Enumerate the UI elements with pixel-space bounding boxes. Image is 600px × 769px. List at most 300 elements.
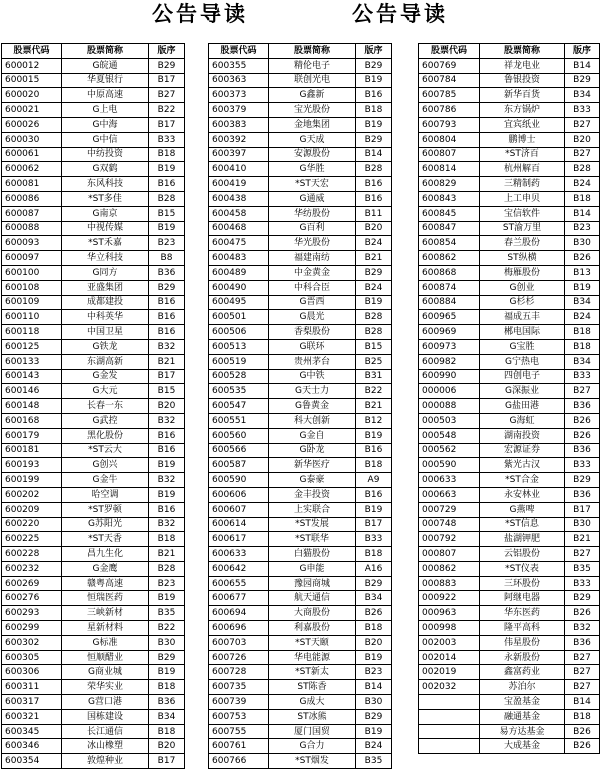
table-row	[419, 517, 600, 532]
stock-name-cell: 华电能源	[269, 650, 356, 665]
stock-code-cell: 600306	[2, 665, 62, 680]
stock-name-cell: G中铁	[269, 369, 356, 384]
stock-name-cell: 三环股份	[480, 576, 565, 591]
table-row	[2, 458, 185, 473]
table-row	[2, 473, 185, 488]
table-row	[209, 724, 392, 739]
stock-name-cell: *ST天香	[62, 532, 149, 547]
stock-name-cell: 宝光股份	[269, 103, 356, 118]
stock-name-cell: G创兴	[62, 458, 149, 473]
page-cell: B22	[356, 384, 392, 399]
stock-code-cell: 600110	[2, 310, 62, 325]
stock-name-cell: 四创电子	[480, 369, 565, 384]
table-row	[2, 162, 185, 177]
stock-name-cell: *ST合金	[480, 473, 565, 488]
page-cell: B30	[565, 236, 600, 251]
stock-name-cell: G皖通	[62, 58, 149, 73]
page-cell: B29	[356, 132, 392, 147]
stock-code-cell: 600438	[209, 191, 269, 206]
stock-name-cell: 中纺投资	[62, 147, 149, 162]
table-row	[419, 384, 600, 399]
page-cell: B28	[356, 325, 392, 340]
stock-name-cell: 荣华实业	[62, 680, 149, 695]
header-page: 版序	[565, 44, 600, 59]
page-cell: B18	[149, 724, 185, 739]
stock-code-cell: 600726	[209, 650, 269, 665]
table-row	[419, 103, 600, 118]
stock-name-cell: G同方	[62, 265, 149, 280]
page-cell: B18	[149, 147, 185, 162]
page-cell: B22	[149, 103, 185, 118]
stock-code-cell: 600607	[209, 502, 269, 517]
stock-name-cell: 湖南投资	[480, 428, 565, 443]
stock-name-cell: G武控	[62, 413, 149, 428]
stock-name-cell: 易方达基金	[480, 724, 565, 739]
table-row	[2, 739, 185, 754]
stock-code-cell: 600535	[209, 384, 269, 399]
stock-name-cell: 梅雁股份	[480, 265, 565, 280]
table-row	[209, 695, 392, 710]
table-row	[209, 709, 392, 724]
stock-code-cell: 600305	[2, 650, 62, 665]
table-row	[209, 384, 392, 399]
table-row	[209, 280, 392, 295]
stock-name-cell: 安源股份	[269, 147, 356, 162]
stock-code-cell: 600489	[209, 265, 269, 280]
stock-code-cell: 600088	[2, 221, 62, 236]
table-row	[2, 399, 185, 414]
table-row	[209, 680, 392, 695]
page-cell: B17	[149, 754, 185, 769]
stock-code-cell: 600506	[209, 325, 269, 340]
table-header-row	[209, 44, 392, 59]
table-row	[419, 339, 600, 354]
table-row	[209, 458, 392, 473]
page-cell: B17	[565, 502, 600, 517]
page-cell: B21	[149, 547, 185, 562]
stock-name-cell: 白猫股份	[269, 547, 356, 562]
table-row	[209, 473, 392, 488]
page-cell: B19	[149, 487, 185, 502]
stock-name-cell: G上电	[62, 103, 149, 118]
stock-name-cell: G商业城	[62, 665, 149, 680]
stock-code-cell: 600012	[2, 58, 62, 73]
table-row	[419, 295, 600, 310]
stock-code-cell: 600854	[419, 236, 480, 251]
page-cell: B29	[149, 280, 185, 295]
stock-name-cell: 冰山橡塑	[62, 739, 149, 754]
table-row	[2, 413, 185, 428]
table-row	[209, 413, 392, 428]
table-row	[419, 709, 600, 724]
table-row	[2, 221, 185, 236]
stock-table-2	[208, 43, 392, 769]
stock-code-cell: 000922	[419, 591, 480, 606]
page-cell: B19	[149, 221, 185, 236]
page-cell: B18	[356, 103, 392, 118]
page-cell: B18	[565, 709, 600, 724]
stock-code-cell: 600026	[2, 117, 62, 132]
stock-code-cell: 600061	[2, 147, 62, 162]
page-cell: A16	[356, 561, 392, 576]
stock-name-cell: G成大	[269, 695, 356, 710]
stock-name-cell: G申能	[269, 561, 356, 576]
stock-code-cell	[419, 724, 480, 739]
stock-code-cell: 600642	[209, 561, 269, 576]
page-cell: B19	[149, 591, 185, 606]
page-cell: B29	[149, 650, 185, 665]
stock-code-cell: 600614	[209, 517, 269, 532]
stock-code-cell: 600728	[209, 665, 269, 680]
stock-code-cell: 600973	[419, 339, 480, 354]
table-row	[209, 502, 392, 517]
stock-name-cell: 华光股份	[269, 236, 356, 251]
page-cell: B19	[356, 73, 392, 88]
table-row	[419, 236, 600, 251]
page-cell: B26	[565, 724, 600, 739]
table-row	[419, 162, 600, 177]
stock-code-cell: 600143	[2, 369, 62, 384]
stock-name-cell: 新华百货	[480, 88, 565, 103]
table-row	[2, 58, 185, 73]
stock-code-cell: 600793	[419, 117, 480, 132]
stock-name-cell: G金发	[62, 369, 149, 384]
stock-code-cell: 600696	[209, 621, 269, 636]
stock-name-cell: 鑫富药业	[480, 665, 565, 680]
page-cell: B28	[149, 561, 185, 576]
stock-code-cell: 600179	[2, 428, 62, 443]
table-row	[2, 339, 185, 354]
page-cell: B33	[356, 532, 392, 547]
page-cell: B18	[565, 325, 600, 340]
page-cell: B29	[356, 58, 392, 73]
table-row	[2, 265, 185, 280]
stock-code-cell: 600293	[2, 606, 62, 621]
stock-name-cell: 华纺股份	[269, 206, 356, 221]
page-cell: B17	[149, 73, 185, 88]
table-row	[2, 621, 185, 636]
stock-code-cell: 600276	[2, 591, 62, 606]
stock-code-cell: 600490	[209, 280, 269, 295]
stock-code-cell: 000663	[419, 487, 480, 502]
stock-code-cell: 600566	[209, 443, 269, 458]
table-row	[419, 739, 600, 754]
page-cell: B26	[356, 606, 392, 621]
stock-name-cell: 大商股份	[269, 606, 356, 621]
table-row	[209, 754, 392, 769]
table-row	[209, 177, 392, 192]
page-cell: B16	[356, 191, 392, 206]
stock-name-cell: 华夏银行	[62, 73, 149, 88]
page-cell: B26	[565, 739, 600, 754]
page-cell: B30	[149, 635, 185, 650]
stock-name-cell: 中金黄金	[269, 265, 356, 280]
stock-code-cell: 600100	[2, 265, 62, 280]
stock-code-cell: 600587	[209, 458, 269, 473]
table-row	[209, 117, 392, 132]
stock-code-cell: 600355	[209, 58, 269, 73]
stock-code-cell: 600814	[419, 162, 480, 177]
page-cell: B26	[565, 413, 600, 428]
table-row	[209, 354, 392, 369]
page-cell: B34	[356, 591, 392, 606]
stock-code-cell: 600483	[209, 251, 269, 266]
stock-code-cell: 600786	[419, 103, 480, 118]
table-row	[209, 147, 392, 162]
table-row	[2, 280, 185, 295]
table-row	[2, 325, 185, 340]
table-row	[209, 325, 392, 340]
page-cell: B16	[149, 177, 185, 192]
stock-code-cell: 600874	[419, 280, 480, 295]
stock-code-cell: 002003	[419, 635, 480, 650]
table-row	[209, 236, 392, 251]
stock-name-cell: 三精制药	[480, 177, 565, 192]
stock-code-cell: 000792	[419, 532, 480, 547]
stock-code-cell: 600694	[209, 606, 269, 621]
stock-code-cell: 600606	[209, 487, 269, 502]
page-cell: B14	[565, 58, 600, 73]
stock-code-cell: 600468	[209, 221, 269, 236]
table-row	[419, 117, 600, 132]
stock-name-cell: 豫园商城	[269, 576, 356, 591]
table-row	[419, 532, 600, 547]
stock-code-cell	[419, 695, 480, 710]
stock-code-cell: 000748	[419, 517, 480, 532]
stock-code-cell: 600677	[209, 591, 269, 606]
table-row	[209, 650, 392, 665]
stock-code-cell: 600590	[209, 473, 269, 488]
stock-name-cell: G铁龙	[62, 339, 149, 354]
stock-code-cell: 600062	[2, 162, 62, 177]
page-cell: B18	[149, 532, 185, 547]
stock-name-cell: 科大创新	[269, 413, 356, 428]
stock-code-cell: 600735	[209, 680, 269, 695]
table-row	[419, 177, 600, 192]
table-row	[2, 384, 185, 399]
stock-code-cell: 600015	[2, 73, 62, 88]
table-row	[2, 576, 185, 591]
table-row	[209, 399, 392, 414]
stock-code-cell: 000807	[419, 547, 480, 562]
stock-name-cell: 大成基金	[480, 739, 565, 754]
table-row	[2, 177, 185, 192]
stock-name-cell: G燕啤	[480, 502, 565, 517]
stock-name-cell: G华胜	[269, 162, 356, 177]
page-cell: B28	[149, 191, 185, 206]
table-row	[209, 487, 392, 502]
stock-code-cell: 002019	[419, 665, 480, 680]
page-cell: B29	[356, 576, 392, 591]
stock-name-cell: *ST信息	[480, 517, 565, 532]
table-row	[419, 413, 600, 428]
stock-code-cell	[419, 709, 480, 724]
table-row	[2, 561, 185, 576]
stock-name-cell: 金地集团	[269, 117, 356, 132]
page-cell: B16	[149, 325, 185, 340]
table-row	[419, 280, 600, 295]
stock-code-cell: 600109	[2, 295, 62, 310]
stock-code-cell: 600761	[209, 739, 269, 754]
stock-code-cell: 600551	[209, 413, 269, 428]
table-row	[209, 88, 392, 103]
page-cell: B34	[565, 88, 600, 103]
stock-code-cell: 600086	[2, 191, 62, 206]
page-cell: B30	[565, 517, 600, 532]
stock-name-cell: 上实联合	[269, 502, 356, 517]
table-row	[209, 576, 392, 591]
page-cell: B25	[356, 354, 392, 369]
page-cell: B19	[356, 428, 392, 443]
stock-code-cell: 000503	[419, 413, 480, 428]
table-row	[209, 103, 392, 118]
stock-code-cell: 000088	[419, 399, 480, 414]
table-row	[209, 191, 392, 206]
stock-code-cell: 600081	[2, 177, 62, 192]
table-row	[2, 310, 185, 325]
stock-code-cell: 600633	[209, 547, 269, 562]
stock-code-cell: 600990	[419, 369, 480, 384]
table-row	[209, 369, 392, 384]
stock-name-cell: G鲁黄金	[269, 399, 356, 414]
table-row	[209, 206, 392, 221]
stock-code-cell: 000963	[419, 606, 480, 621]
page-cell: B33	[565, 458, 600, 473]
page-cell: B27	[565, 650, 600, 665]
stock-name-cell: 恒顺醋业	[62, 650, 149, 665]
table-row	[2, 191, 185, 206]
table-row	[419, 399, 600, 414]
page-cell: B19	[565, 280, 600, 295]
stock-code-cell: 600843	[419, 191, 480, 206]
stock-code-cell: 600181	[2, 443, 62, 458]
stock-code-cell: 600148	[2, 399, 62, 414]
page-cell: B27	[565, 680, 600, 695]
page-cell: B17	[149, 117, 185, 132]
stock-code-cell: 600030	[2, 132, 62, 147]
stock-name-cell: 东方锅炉	[480, 103, 565, 118]
table-row	[419, 443, 600, 458]
stock-name-cell: 华东医药	[480, 606, 565, 621]
stock-code-cell: 600225	[2, 532, 62, 547]
page-cell: B19	[149, 162, 185, 177]
stock-code-cell: 600804	[419, 132, 480, 147]
stock-code-cell: 600146	[2, 384, 62, 399]
headline-right: 公告导读	[352, 2, 448, 26]
stock-code-cell: 600168	[2, 413, 62, 428]
table-row	[209, 517, 392, 532]
stock-code-cell: 600785	[419, 88, 480, 103]
stock-code-cell: 600346	[2, 739, 62, 754]
stock-code-cell: 000562	[419, 443, 480, 458]
page-cell: B19	[356, 724, 392, 739]
table-row	[209, 162, 392, 177]
table-row	[2, 724, 185, 739]
stock-code-cell: 600410	[209, 162, 269, 177]
page-cell: B14	[356, 680, 392, 695]
page-cell: B21	[149, 354, 185, 369]
page-cell: B34	[565, 354, 600, 369]
table-row	[209, 665, 392, 680]
stock-name-cell: G海虹	[480, 413, 565, 428]
page-cell: B29	[149, 58, 185, 73]
stock-name-cell: G营口港	[62, 695, 149, 710]
stock-code-cell: 600495	[209, 295, 269, 310]
table-row	[2, 665, 185, 680]
page-cell: B23	[149, 236, 185, 251]
stock-name-cell: 赣粤高速	[62, 576, 149, 591]
stock-name-cell: 伟星股份	[480, 635, 565, 650]
stock-name-cell: G天成	[269, 132, 356, 147]
stock-code-cell: 600317	[2, 695, 62, 710]
stock-name-cell: G通威	[269, 191, 356, 206]
table-row	[2, 517, 185, 532]
stock-code-cell: 600458	[209, 206, 269, 221]
table-row	[209, 73, 392, 88]
page-cell: B16	[356, 487, 392, 502]
stock-code-cell: 600363	[209, 73, 269, 88]
stock-code-cell: 000729	[419, 502, 480, 517]
stock-name-cell: G大元	[62, 384, 149, 399]
page-cell: B27	[565, 665, 600, 680]
stock-code-cell: 600133	[2, 354, 62, 369]
page-cell: B19	[149, 665, 185, 680]
table-row	[419, 680, 600, 695]
stock-name-cell: *ST烟发	[269, 754, 356, 769]
stock-name-cell: 宝盈基金	[480, 695, 565, 710]
stock-name-cell: 成都建投	[62, 295, 149, 310]
table-row	[419, 695, 600, 710]
stock-name-cell: 上工申贝	[480, 191, 565, 206]
stock-name-cell: G泰豪	[269, 473, 356, 488]
page-cell: B14	[356, 147, 392, 162]
page-cell: B36	[565, 443, 600, 458]
stock-name-cell: 隆平高科	[480, 621, 565, 636]
page-cell: B19	[149, 458, 185, 473]
stock-name-cell: *ST多佳	[62, 191, 149, 206]
stock-code-cell: 000548	[419, 428, 480, 443]
table-row	[209, 339, 392, 354]
stock-name-cell: 昌九生化	[62, 547, 149, 562]
page-cell: B33	[565, 369, 600, 384]
stock-code-cell: 600392	[209, 132, 269, 147]
page-cell: B24	[565, 310, 600, 325]
stock-code-cell: 600379	[209, 103, 269, 118]
stock-code-cell: 600383	[209, 117, 269, 132]
stock-code-cell: 600193	[2, 458, 62, 473]
stock-name-cell: G深振业	[480, 384, 565, 399]
table-row	[419, 591, 600, 606]
page-cell: B19	[356, 295, 392, 310]
page-cell: B16	[356, 177, 392, 192]
stock-name-cell: 东风科技	[62, 177, 149, 192]
page-cell: B36	[565, 399, 600, 414]
stock-name-cell: 国栋建设	[62, 709, 149, 724]
header-name: 股票简称	[269, 44, 356, 59]
stock-code-cell: 600345	[2, 724, 62, 739]
stock-name-cell: 敦煌种业	[62, 754, 149, 769]
stock-name-cell: 三峡新材	[62, 606, 149, 621]
stock-name-cell: G晨光	[269, 310, 356, 325]
table-row	[2, 606, 185, 621]
table-row	[2, 251, 185, 266]
stock-code-cell: 600202	[2, 487, 62, 502]
stock-code-cell: 600847	[419, 221, 480, 236]
stock-name-cell: 宜宾纸业	[480, 117, 565, 132]
page-cell: B32	[565, 621, 600, 636]
page-cell: B16	[149, 295, 185, 310]
page-cell: B24	[356, 739, 392, 754]
